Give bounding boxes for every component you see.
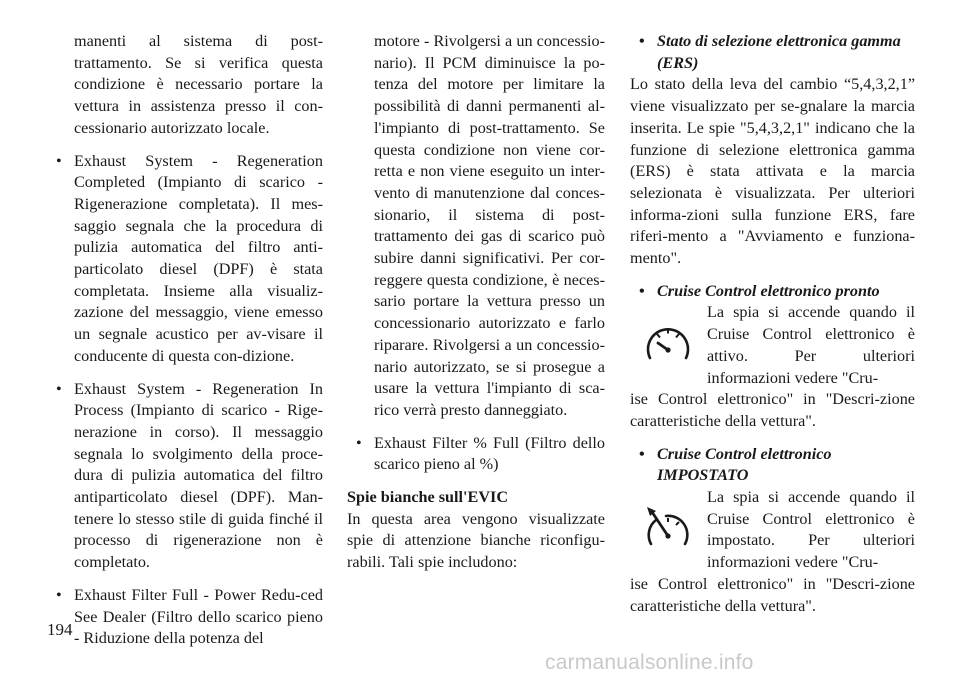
cruise-ready-block (630, 302, 915, 389)
continued-paragraph: manenti al sistema di post-trattamento. Se si verifica questa condizione è necessario portare la vettura in assistenza presso il con-cessionario autorizzato locale. (74, 32, 323, 137)
cruise-control-set-icon (630, 491, 706, 571)
cruise-ready-text: La spia si accende quando il Cruise Control elettronico è attivo. Per ulteriori informazioni vedere "Cru- (707, 303, 915, 387)
warning-message-list (47, 151, 323, 650)
column-right (630, 31, 915, 617)
cruise-set-block (630, 487, 915, 574)
list-item-regeneration-in-process: • Exhaust System - Regeneration In Process (Impianto di scarico - Rige-nerazione in corso). Il messaggio segnala lo svolgimento della proce-dura di pulizia automatica del filtro antiparticolato diesel (DPF). Man-tenere lo stesso stile di guida finché il processo di rigenerazione non è completato. (47, 379, 323, 574)
column-left (47, 31, 323, 650)
intro-paragraph: In questa area vengono visualizzate spie di attenzione bianche riconfigu-rabili. Tali spie includono: (347, 509, 605, 572)
list-item-regeneration-completed: • Exhaust System - Regeneration Completed (Impianto di scarico - Rigenerazione completata). Il mes-saggio segnala che la procedura di pulizia automatica del filtro anti-particolato diesel (DPF) è stata completata. Insieme alla visualiz-zazione del messaggio, viene emesso un segnale acustico per av-visare il conducente di questa con-dizione. (47, 151, 323, 368)
cruise-set-text: La spia si accende quando il Cruise Control elettronico è impostato. Per ulteriori informazioni vedere "Cru- (707, 488, 915, 572)
section-heading-white-lamps: Spie bianche sull'EVIC (347, 488, 509, 507)
continued-paragraph: motore - Rivolgersi a un concessio-nario). Il PCM diminuisce la po-tenza del motore per limitare la possibilità di danni permanenti al-l'impianto di post-trattamento. Se questa condizione non viene cor-retta e non viene eseguito un inter-vento di manutenzione dal conces-sionario, il sistema di post-trattamento dei gas di scarico può subire danni significativi. Per cor-reggere questa condizione, è neces-sario portare la vettura presso un concessionario autorizzato e farlo riparare. Rivolgersi a un concessio-nario autorizzato, se si prosegue a usare la vettura l'impianto di sca-rico verrà presto danneggiato. (374, 32, 605, 419)
cruise-ready-heading: • Cruise Control elettronico pronto (630, 281, 915, 303)
filter-message-list (347, 433, 605, 476)
page-number: 194 (47, 620, 73, 639)
list-item-exhaust-filter-percent: • Exhaust Filter % Full (Filtro dello scarico pieno al %) (347, 433, 605, 476)
cruise-ready-text-continued: ise Control elettronico" in "Descri-zione caratteristiche della vettura". (630, 390, 915, 430)
ers-heading: • Stato di selezione elettronica gamma (ERS) (630, 31, 915, 74)
column-middle (347, 31, 605, 574)
cruise-set-text-continued: ise Control elettronico" in "Descri-zione caratteristiche della vettura". (630, 574, 915, 615)
ers-description: Lo stato della leva del cambio “5,4,3,2,1” viene visualizzato per se-gnalare la marcia inserita. Le spie "5,4,3,2,1" indicano che la funzione di selezione elettronica gamma (ERS) è stata attivata e la marcia selezionata è visualizzata. Per ulteriori informa-zioni sulla funzione ERS, fare riferi-mento a "Avviamento e funziona-mento". (630, 75, 915, 268)
watermark: carmanualsonline.info (545, 651, 754, 674)
cruise-control-ready-icon (630, 306, 706, 386)
cruise-set-heading: • Cruise Control elettronico IMPOSTATO (630, 444, 915, 487)
list-item-exhaust-filter-full: • Exhaust Filter Full - Power Redu-ced See Dealer (Filtro dello scarico pieno - Riduzione della potenza del (47, 585, 323, 650)
